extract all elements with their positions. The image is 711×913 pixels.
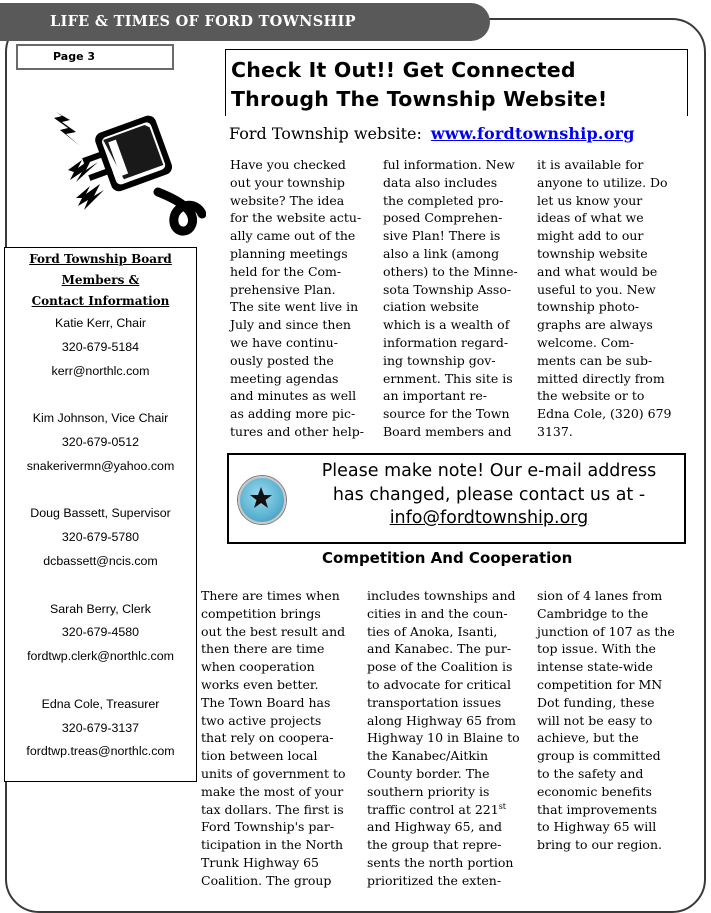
text-line: ing township gov- [383,352,496,368]
website-label: Ford Township website: [229,124,422,143]
text-line: Board members and [383,423,512,439]
text-line: Have you checked [230,157,346,172]
text-line: information regard- [383,334,509,350]
text-line: useful to you. New [537,281,656,297]
text-line: Cambridge to the [537,605,649,621]
text-line: the completed pro- [383,192,504,208]
text-line: tion between local [201,748,318,764]
text-line: welcome. Com- [537,334,634,350]
website-line [229,124,635,143]
member-phone: 320-679-3137 [61,720,140,735]
article1-column-2 [383,156,518,441]
headline-line: Through The Township Website! [231,87,608,111]
text-line: pose of the Coalition is [367,659,513,675]
text-line: the group that repre- [367,837,502,853]
power-plug-icon [46,100,206,240]
text-line: data also includes [383,174,498,190]
text-line: to the safety and [537,765,644,781]
article2-column-2 [367,587,520,890]
member-email[interactable]: fordtwp.treas@northlc.com [26,744,175,759]
text-line: planning meetings [230,245,348,261]
article1-column-1 [230,156,364,441]
text-line: sents the north portion [367,854,514,870]
text-line: meeting agendas [230,370,339,386]
sidebar-title-line: Ford Township Board [29,252,172,266]
text-line: two active projects [201,712,322,728]
text-line: posed Comprehen- [383,210,503,226]
star-icon [249,486,273,510]
text-line: the Kanabec/Aitkin [367,748,489,764]
text-line: also a link (among [383,245,500,261]
article2-column-3 [537,587,675,854]
text-line: 3137. [537,423,573,439]
text-line: sota Township Asso- [383,281,512,297]
member-email[interactable]: snakerivermn@yahoo.com [26,458,175,473]
text-line: economic benefits [537,783,652,799]
text-line: competition for MN [537,676,663,692]
text-line: ally came out of the [230,228,356,244]
text-line: ideas of what we [537,210,644,226]
board-members-sidebar [4,247,197,782]
text-line: then there are time [201,641,325,657]
text-line: graphs are always [537,317,653,333]
text-line: and what would be [537,263,658,279]
text-line: Highway 10 in Blaine to [367,730,520,746]
text-line: southern priority is [367,783,490,799]
text-line: County border. The [367,765,490,781]
text-line: tax dollars. The first is [201,801,344,817]
notice-line: has changed, please contact us at - [332,484,646,505]
text-line: an important re- [383,388,487,404]
text-line: prehensive Plan. [230,281,336,297]
text-line: units of government to [201,765,346,781]
text-line: ful information. New [383,157,515,172]
text-line: the website or to [537,388,645,404]
text-line: top issue. With the [537,641,656,657]
notice-email-link[interactable]: info@fordtownship.org [389,508,589,528]
text-line: township website [537,245,648,261]
website-link[interactable]: www.fordtownship.org [430,124,635,143]
text-line: township photo- [537,299,640,315]
text-line: competition brings [201,605,321,621]
notice-text [299,460,679,531]
article-headline [225,49,688,116]
notice-line: Please make note! Our e-mail address [321,461,657,481]
member-name: Edna Cole, Treasurer [41,696,160,711]
text-line: tures and other help- [230,423,364,439]
text-line: Edna Cole, (320) 679 [537,406,672,422]
text-line: ties of Anoka, Isanti, [367,623,498,639]
text-line: prioritized the exten- [367,872,502,888]
text-line: bring to our region. [537,837,662,853]
text-line: transportation issues [367,694,502,710]
text-line: traffic control at 221st [367,801,507,817]
sidebar-title [5,248,196,312]
text-line: which is a wealth of [383,317,510,333]
text-line: make the most of your [201,783,344,799]
text-line: sive Plan! There is [383,228,501,244]
member-email[interactable]: kerr@northlc.com [51,363,150,378]
text-line: to Highway 65 will [537,819,657,835]
member-phone: 320-679-4580 [61,625,140,640]
member-name: Doug Bassett, Supervisor [30,506,171,521]
text-line: it is available for [537,157,644,172]
text-line: anyone to utilize. Do [537,174,668,190]
text-line: ernment. This site is [383,370,513,386]
text-line: July and since then [230,317,351,333]
text-line: out the best result and [201,623,346,639]
text-line: let us know your [537,192,643,208]
headline-line: Check It Out!! Get Connected [231,58,576,82]
sidebar-title-line: Contact Information [31,294,170,308]
text-line: The site went live in [230,299,359,315]
text-line: sion of 4 lanes from [537,588,663,603]
text-line: Ford Township's par- [201,819,335,835]
text-line: source for the Town [383,406,510,422]
text-line: and minutes as well [230,388,357,404]
text-line: works even better. [201,676,319,692]
text-line: includes townships and [367,588,516,603]
text-line: cities in and the coun- [367,605,508,621]
member-phone: 320-679-5184 [61,339,140,354]
text-line: and Kanabec. The pur- [367,641,512,657]
text-line: that improvements [537,801,658,817]
text-line: that rely on coopera- [201,730,334,746]
text-line: along Highway 65 from [367,712,516,728]
text-line: mitted directly from [537,370,665,386]
text-line: as adding more pic- [230,406,356,422]
ordinal-suffix: st [498,801,507,811]
text-line: will not be easy to [537,712,653,728]
text-line: when cooperation [201,659,315,675]
text-line: might add to our [537,228,644,244]
member-email[interactable]: dcbassett@ncis.com [43,553,158,568]
text-line: ticipation in the North [201,837,344,853]
email-change-notice [227,453,686,544]
text-line: ously posted the [230,352,334,368]
member-name: Sarah Berry, Clerk [50,601,151,616]
text-line: The Town Board has [201,694,331,710]
text-line: intense state-wide [537,659,653,675]
text-line: we have continu- [230,334,338,350]
member-name: Katie Kerr, Chair [55,316,146,330]
text-line: achieve, but the [537,730,639,746]
member-email[interactable]: fordtwp.clerk@northlc.com [27,649,174,664]
text-line: ciation website [383,299,479,315]
text-line: Coalition. The group [201,872,332,888]
text-line: group is committed [537,748,661,764]
text-line: ments can be sub- [537,352,653,368]
newsletter-header: LIFE & TIMES OF FORD TOWNSHIP [0,3,490,41]
text-line: website? The idea [230,192,345,208]
page-number: Page 3 [16,44,174,70]
text-line: others) to the Minne- [383,263,518,279]
member-name: Kim Johnson, Vice Chair [32,411,169,426]
member-phone: 320-679-5780 [61,530,140,545]
section-title: Competition And Cooperation [322,549,573,567]
text-line: and Highway 65, and [367,819,502,835]
text-line: to advocate for critical [367,676,511,692]
sidebar-title-line: Members & [61,273,140,287]
text-line: held for the Com- [230,263,342,279]
star-button[interactable] [238,476,286,524]
text-line: There are times when [201,588,340,603]
text-line: for the website actu- [230,210,362,226]
text-line: Trunk Highway 65 [201,854,320,870]
text-line: junction of 107 as the [537,623,675,639]
article2-column-1 [201,587,346,890]
text-line: out your township [230,174,345,190]
article1-column-3 [537,156,671,441]
member-phone: 320-679-0512 [61,434,140,449]
text-line: Dot funding, these [537,694,655,710]
